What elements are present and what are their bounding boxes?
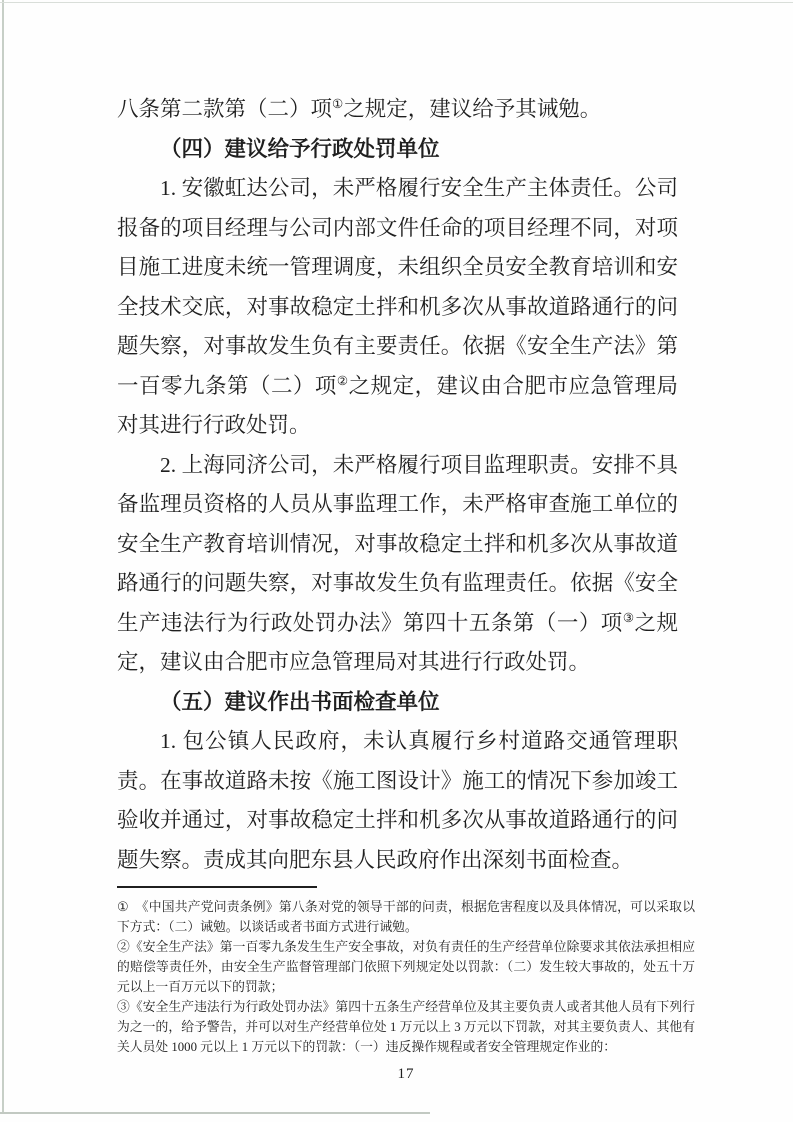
section-heading: （五）建议作出书面检查单位 (160, 689, 440, 714)
footnote-reference-mark: ① (332, 96, 344, 111)
scan-edge-top (0, 2, 793, 3)
document-body (117, 90, 678, 880)
footnote-reference-mark: ② (336, 373, 349, 388)
footnote-text: 《中国共产党问责条例》第八条对党的领导干部的问责，根据危害程度以及具体情况，可以采取以下方式：（二）诫勉。以谈话或者书面方式进行诫勉。 (117, 900, 695, 934)
body-paragraph: 2. 上海同济公司，未严格履行项目监理职责。安排不具备监理员资格的人员从事监理工作，未严格审查施工单位的安全生产教育培训情况，对事故稳定土拌和机多次从事故道路通行的问题失察，对事故发生负有监理责任。依据《安全生产违法行为行政处罚办法》第四十五条第（一）项③之规定，建议由合肥市应急管理局对其进行行政处罚。 (117, 452, 678, 674)
footnote (117, 997, 695, 1057)
footnote-reference-mark: ③ (622, 610, 635, 625)
body-paragraph: 八条第二款第（二）项①之规定，建议给予其诫勉。 (117, 96, 602, 121)
scan-edge-left (2, 0, 4, 1114)
body-paragraph: 1. 包公镇人民政府，未认真履行乡村道路交通管理职责。在事故道路未按《施工图设计》施工的情况下参加竣工验收并通过，对事故稳定土拌和机多次从事故道路通行的问题失察。责成其向肥东县人民政府作出深刻书面检查。 (117, 729, 678, 872)
page-number: 17 (397, 1066, 415, 1082)
body-paragraph: 1. 安徽虹达公司，未严格履行安全生产主体责任。公司报备的项目经理与公司内部文件任命的项目经理不同，对项目施工进度未统一管理调度，未组织全员安全教育培训和安全技术交底，对事故稳定土拌和机多次从事故道路通行的问题失察，对事故发生负有主要责任。依据《安全生产法》第一百零九条第（二）项②之规定，建议由合肥市应急管理局对其进行行政处罚。 (117, 176, 678, 437)
footnote-marker: ② (117, 940, 130, 954)
footnote (117, 937, 695, 997)
footnote-text: 《安全生产违法行为行政处罚办法》第四十五条生产经营单位及其主要负责人或者其他人员有下列行为之一的，给予警告，并可以对生产经营单位处 1 万元以上 3 万元以下罚款，对其主要负责人、其他有关人员处 1000 元以上 1 万元以下的罚款：（一）违反操作规程或者安全管理规定作业的： (117, 1000, 696, 1054)
scan-edge-bottom (0, 1112, 430, 1114)
footnote-divider (117, 886, 317, 888)
section-heading: （四）建议给予行政处罚单位 (160, 136, 440, 161)
footnote (117, 897, 695, 937)
footnotes (117, 897, 695, 1057)
footnote-text: 《安全生产法》第一百零九条发生生产安全事故，对负有责任的生产经营单位除要求其依法承担相应的赔偿等责任外，由安全生产监督管理部门依照下列规定处以罚款：（二）发生较大事故的，处五十万元以上一百万元以下的罚款； (117, 940, 696, 994)
footnote-marker: ① (117, 900, 129, 914)
footnote-marker: ③ (117, 1000, 130, 1014)
footer-block (117, 886, 695, 1083)
